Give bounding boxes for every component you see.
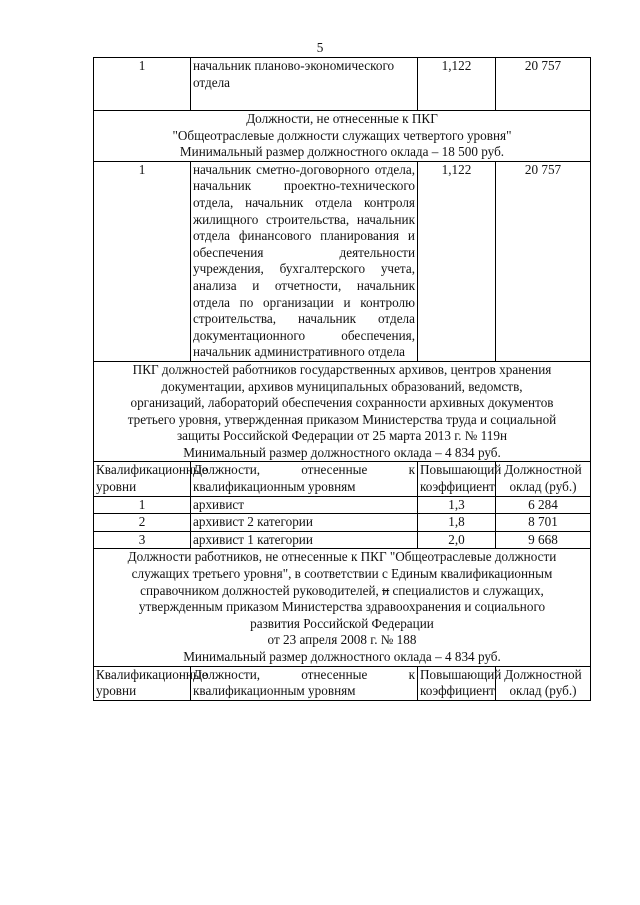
section-line: Должности, не отнесенные к ПКГ (246, 111, 438, 126)
table-row (94, 161, 591, 361)
section-line: Минимальный размер должностного оклада – 4 834 руб. (183, 649, 501, 664)
header-positions: Должности, отнесенные к квалификационным уровням (191, 666, 418, 700)
section-text: специалистов и служащих, (389, 582, 544, 598)
section-line: Должности работников, не отнесенные к ПКГ "Общеотраслевые должности (127, 549, 557, 565)
table-row (94, 58, 591, 111)
section-row (94, 111, 591, 162)
section-line: ПКГ должностей работников государственных архивов, центров хранения (132, 361, 552, 377)
section-line: документации, архивов муниципальных образований, ведомств, (161, 378, 523, 394)
section-line: утвержденным приказом Министерства здравоохранения и социального (138, 599, 546, 615)
coefficient-cell: 1,122 (418, 58, 496, 111)
section-line: защиты Российской Федерации от 25 марта 2013 г. № 119н (176, 428, 508, 444)
salary-cell: 20 757 (496, 161, 591, 361)
salary-cell: 8 701 (496, 514, 591, 532)
level-cell: 1 (94, 161, 191, 361)
section-line: Минимальный размер должностного оклада – 4 834 руб. (183, 444, 501, 460)
level-cell: 1 (94, 496, 191, 514)
header-levels: Квалификационные уровни (94, 462, 191, 496)
table-row (94, 531, 591, 549)
section-line: от 23 апреля 2008 г. № 188 (267, 632, 417, 648)
position-cell (191, 58, 418, 111)
position-cell: архивист 2 категории (191, 514, 418, 532)
section-line: организаций, лабораторий обеспечения сохранности архивных документов (130, 395, 554, 411)
header-positions: Должности, отнесенные к квалификационным уровням (191, 462, 418, 496)
section-line (96, 583, 588, 600)
header-salary: Должностной оклад (руб.) (496, 462, 591, 496)
salary-cell: 9 668 (496, 531, 591, 549)
header-row (94, 666, 591, 700)
header-salary: Должностной оклад (руб.) (496, 666, 591, 700)
table-row (94, 496, 591, 514)
section-heading (94, 111, 591, 162)
section-heading (94, 549, 591, 666)
header-row (94, 462, 591, 496)
section-row (94, 361, 591, 462)
coefficient-cell: 1,3 (418, 496, 496, 514)
coefficient-cell: 2,0 (418, 531, 496, 549)
section-line: Минимальный размер должностного оклада – 18 500 руб. (179, 144, 505, 160)
position-cell: архивист (191, 496, 418, 514)
level-cell: 1 (94, 58, 191, 111)
salary-cell: 6 284 (496, 496, 591, 514)
salary-table (93, 57, 591, 701)
level-cell: 2 (94, 514, 191, 532)
section-row (94, 549, 591, 666)
position-cell: архивист 1 категории (191, 531, 418, 549)
coefficient-cell: 1,8 (418, 514, 496, 532)
section-line: развития Российской Федерации (250, 615, 434, 631)
header-coefficient: Повышающий коэффициент (418, 462, 496, 496)
position-text: начальник планово-экономического отдела (193, 58, 395, 90)
table-row (94, 514, 591, 532)
page-number: 5 (316, 40, 324, 55)
section-line: третьего уровня, утвержденная приказом Министерства труда и социальной (127, 411, 557, 427)
section-text: справочником должностей руководителей, (140, 582, 383, 598)
struck-text: и (382, 582, 390, 598)
section-line: служащих третьего уровня", в соответствии с Единым квалификационным (131, 566, 553, 582)
level-cell: 3 (94, 531, 191, 549)
header-coefficient: Повышающий коэффициент (418, 666, 496, 700)
salary-cell: 20 757 (496, 58, 591, 111)
section-heading (94, 361, 591, 462)
coefficient-cell: 1,122 (418, 161, 496, 361)
position-cell: начальник сметно-договорного отдела, начальник проектно-технического отдела, начальник отдела контроля жилищного строительства, начальник отдела финансового планирования и обеспечения деятельности учреждения, бухгалтерского учета, анализа и отчетности, начальник отдела по организации и контролю строительства, начальник отдела документационного обеспечения, начальник административного отдела (191, 161, 418, 361)
header-levels: Квалификационные уровни (94, 666, 191, 700)
section-line: "Общеотраслевые должности служащих четвертого уровня" (172, 127, 512, 143)
